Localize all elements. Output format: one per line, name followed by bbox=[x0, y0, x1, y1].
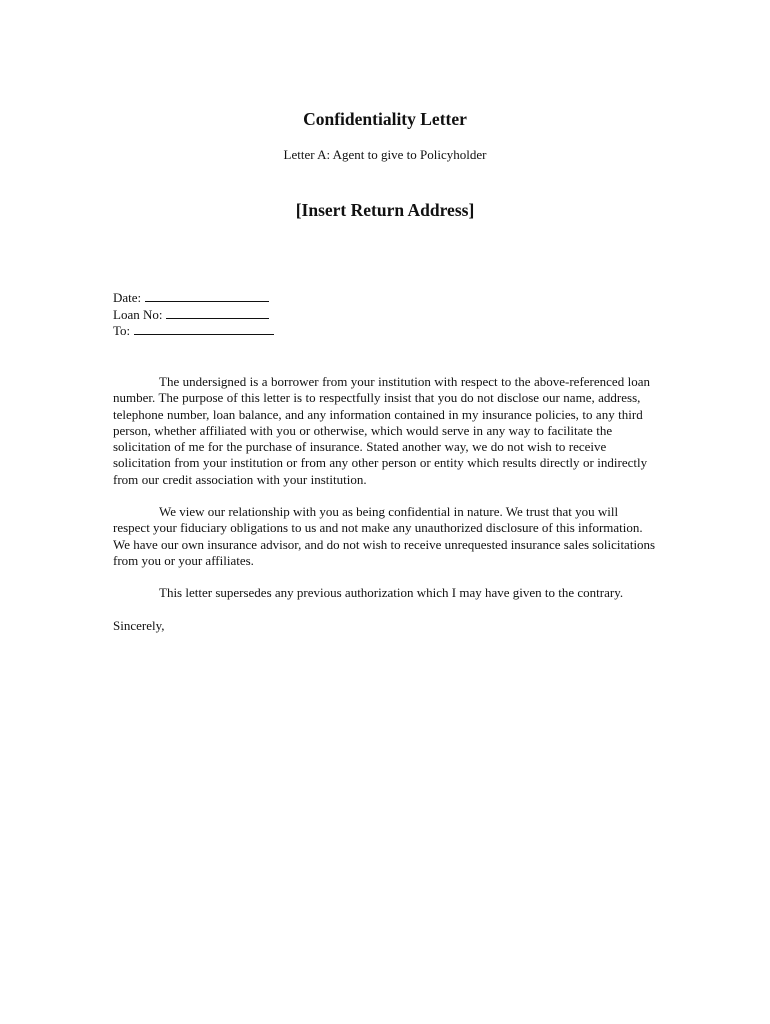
date-label: Date: bbox=[113, 290, 142, 305]
loan-number-label: Loan No: bbox=[113, 306, 163, 322]
to-label: To: bbox=[113, 323, 131, 338]
to-blank-line[interactable] bbox=[134, 323, 274, 335]
date-blank-line[interactable] bbox=[145, 290, 269, 302]
letter-fields bbox=[113, 290, 274, 340]
closing-salutation: Sincerely, bbox=[113, 617, 165, 633]
document-title: Confidentiality Letter bbox=[303, 109, 467, 129]
body-paragraph-1: The undersigned is a borrower from your institution with respect to the above-referenced loan number. The purpose of this letter is to respectfully insist that you do not disclose our name, address, telephone number, loan balance, and any information contained in my insurance policies, to any third person, whether affiliated with you or otherwise, which would serve in any way to facilitate the solicitation of me for the purchase of insurance. Stated another way, we do not wish to receive solicitation from your institution or from any other person or entity which results directly or indirectly from our credit association with your institution. bbox=[113, 374, 651, 487]
return-address-placeholder: [Insert Return Address] bbox=[295, 200, 475, 220]
date-field-row bbox=[113, 290, 274, 307]
document-subtitle: Letter A: Agent to give to Policyholder bbox=[283, 147, 487, 162]
letter-body bbox=[113, 374, 658, 634]
loan-number-blank-line[interactable] bbox=[166, 307, 269, 319]
body-paragraph-3: This letter supersedes any previous authorization which I may have given to the contrary. bbox=[159, 585, 624, 601]
loan-field-row bbox=[113, 307, 274, 324]
body-paragraph-2: We view our relationship with you as being confidential in nature. We trust that you will respect your fiduciary obligations to us and not make any unauthorized disclosure of this information. We have our own insurance advisor, and do not wish to receive unrequested insurance sales solicitations from you or your affiliates. bbox=[113, 504, 656, 568]
to-field-row bbox=[113, 323, 274, 340]
